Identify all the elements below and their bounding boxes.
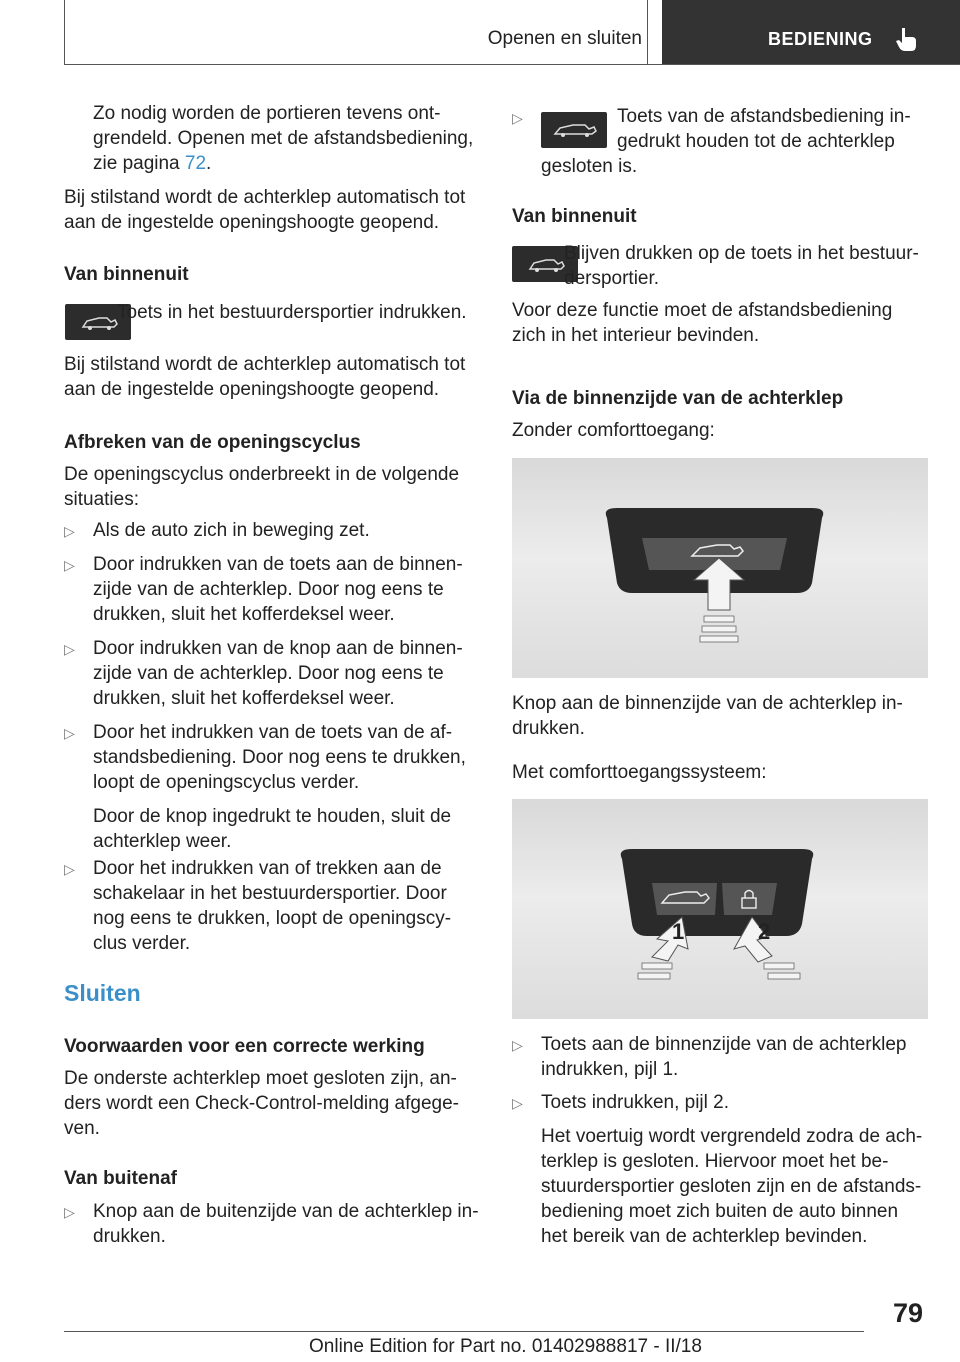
bullet-triangle-icon: ▷ xyxy=(512,1095,523,1111)
list-item xyxy=(541,1090,922,1249)
text-line: Knop aan de binnenzijde van de achterklep in- xyxy=(512,693,903,714)
text-line: Door het indrukken van de toets van de af- xyxy=(93,722,453,743)
text-line: stuurdersportier gesloten zijn en de afstands- xyxy=(541,1176,922,1197)
text-line: Bij stilstand wordt de achterklep automatisch tot xyxy=(64,187,466,208)
caption-photo-1 xyxy=(512,691,903,741)
edition-footer: Online Edition for Part no. 01402988817 - II/18 xyxy=(309,1336,702,1357)
tailgate-button-illustration xyxy=(512,458,928,678)
heading-van-buitenaf: Van buitenaf xyxy=(64,1168,177,1189)
text-line: Door indrukken van de toets aan de binnen- xyxy=(93,554,463,575)
text-line: zijde van de achterklep. Door nog eens te xyxy=(93,663,444,684)
text-segment: . xyxy=(206,153,212,174)
text-line: drukken, sluit het kofferdeksel weer. xyxy=(93,688,395,709)
list-item xyxy=(93,856,451,956)
heading-van-binnenuit: Van binnenuit xyxy=(512,206,637,227)
section-title: Openen en sluiten xyxy=(487,28,642,49)
list-item: Als de auto zich in beweging zet. xyxy=(93,520,370,541)
footer-rule xyxy=(64,1331,864,1332)
text-line: indrukken, pijl 1. xyxy=(541,1059,679,1080)
bullet-triangle-icon: ▷ xyxy=(512,110,523,126)
para-open-remote xyxy=(93,101,473,176)
text-line: Het voertuig wordt vergrendeld zodra de ach- xyxy=(541,1126,923,1147)
list-item xyxy=(93,720,466,854)
text-line: clus verder. xyxy=(93,933,191,954)
bullet-triangle-icon: ▷ xyxy=(64,641,75,657)
list-item xyxy=(93,1199,479,1249)
heading-via-binnenzijde: Via de binnenzijde van de achterklep xyxy=(512,388,844,409)
text-line: terklep is gesloten. Hiervoor moet het be- xyxy=(541,1151,889,1172)
arrow-label-1: 1 xyxy=(672,919,685,944)
page-link[interactable]: 72 xyxy=(184,153,207,174)
bullet-triangle-icon: ▷ xyxy=(512,1037,523,1053)
text-line: zijde van de achterklep. Door nog eens te xyxy=(93,579,444,600)
text-segment: zie pagina xyxy=(93,153,185,174)
bullet-triangle-icon: ▷ xyxy=(64,861,75,877)
text-met-comforttoegang: Met comforttoegangssysteem: xyxy=(512,762,767,783)
text-line: Bij stilstand wordt de achterklep automatisch tot xyxy=(64,354,466,375)
text-line: bediening moet zich buiten de auto binnen xyxy=(541,1201,899,1222)
text-line: nog eens te drukken, loopt de openingscy- xyxy=(93,908,452,929)
chapter-title: BEDIENING xyxy=(768,29,873,49)
para-situaties xyxy=(64,462,459,512)
text-line: schakelaar in het bestuurdersportier. Door xyxy=(93,883,447,904)
heading-voorwaarden: Voorwaarden voor een correcte werking xyxy=(64,1036,425,1057)
text-line: aan de ingestelde openingshoogte geopend. xyxy=(64,379,440,400)
text-line: Zo nodig worden de portieren tevens ont- xyxy=(93,103,441,124)
list-item xyxy=(93,636,463,711)
para-stilstand-1 xyxy=(64,185,465,235)
text-line: het bereik van de achterklep bevinden. xyxy=(541,1226,868,1247)
tailgate-lock-button-photo xyxy=(512,799,928,1019)
text-line: Door indrukken van de knop aan de binnen- xyxy=(93,638,463,659)
key-instruction-text xyxy=(564,241,919,291)
text-line: gesloten is. xyxy=(541,156,638,177)
text-line: Toets van de afstandsbediening in- xyxy=(617,106,911,127)
list-item xyxy=(617,104,911,154)
text-line: Voor deze functie moet de afstandsbediening xyxy=(512,300,893,321)
text-line: ders wordt een Check-Control-melding afgege- xyxy=(64,1093,459,1114)
remote-tailgate-key-image xyxy=(541,112,607,148)
bullet-triangle-icon: ▷ xyxy=(64,1204,75,1220)
bullet-triangle-icon: ▷ xyxy=(64,557,75,573)
text-line: Toets indrukken, pijl 2. xyxy=(541,1092,729,1113)
text-line: grendeld. Openen met de afstandsbediening, xyxy=(93,128,474,149)
text-line: ven. xyxy=(64,1118,100,1139)
para-stilstand-2 xyxy=(64,352,465,402)
page-number: 79 xyxy=(893,1298,924,1328)
text-line: Door de knop ingedrukt te houden, sluit de xyxy=(93,806,452,827)
text-line: Blijven drukken op de toets in het bestuur- xyxy=(564,243,919,264)
heading-afbreken: Afbreken van de openingscyclus xyxy=(64,432,361,453)
text-line: drukken. xyxy=(512,718,585,739)
arrow-label-2: 2 xyxy=(758,919,771,944)
text-line: De openingscyclus onderbreekt in de volgende xyxy=(64,464,460,485)
bullet-triangle-icon: ▷ xyxy=(64,523,75,539)
list-item xyxy=(93,552,463,627)
bullet-triangle-icon: ▷ xyxy=(64,725,75,741)
text-line: drukken, sluit het kofferdeksel weer. xyxy=(93,604,395,625)
text-zonder-comforttoegang: Zonder comforttoegang: xyxy=(512,420,715,441)
text-line: dersportier. xyxy=(564,268,660,289)
header-rule xyxy=(64,64,960,65)
text-line: drukken. xyxy=(93,1226,166,1247)
tailgate-lock-illustration xyxy=(512,799,928,1019)
text-line: zich in het interieur bevinden. xyxy=(512,325,760,346)
text-line: Toets aan de binnenzijde van de achterklep xyxy=(541,1034,907,1055)
text-line: standsbediening. Door nog eens te drukken, xyxy=(93,747,466,768)
text-line: aan de ingestelde openingshoogte geopend. xyxy=(64,212,440,233)
text-line: gedrukt houden tot de achterklep xyxy=(617,131,895,152)
text-line: Knop aan de buitenzijde van de achterklep in- xyxy=(93,1201,479,1222)
text-line: achterklep weer. xyxy=(93,831,232,852)
heading-van-binnenuit: Van binnenuit xyxy=(64,264,189,285)
text-line: De onderste achterklep moet gesloten zijn, an- xyxy=(64,1068,457,1089)
car-tailgate-icon xyxy=(541,112,607,148)
key-instruction-text: Toets in het bestuurdersportier indrukken. xyxy=(117,302,467,323)
pointing-hand-icon xyxy=(894,26,918,52)
para-afstandsbediening xyxy=(512,298,892,348)
text-line xyxy=(93,151,473,176)
text-line: situaties: xyxy=(64,489,139,510)
para-onderste-achterklep xyxy=(64,1066,459,1141)
text-line: Door het indrukken van of trekken aan de xyxy=(93,858,442,879)
tailgate-button-photo xyxy=(512,458,928,678)
text-line: loopt de openingscyclus verder. xyxy=(93,772,360,793)
section-heading-sluiten: Sluiten xyxy=(64,980,141,1006)
list-item xyxy=(541,1032,906,1082)
